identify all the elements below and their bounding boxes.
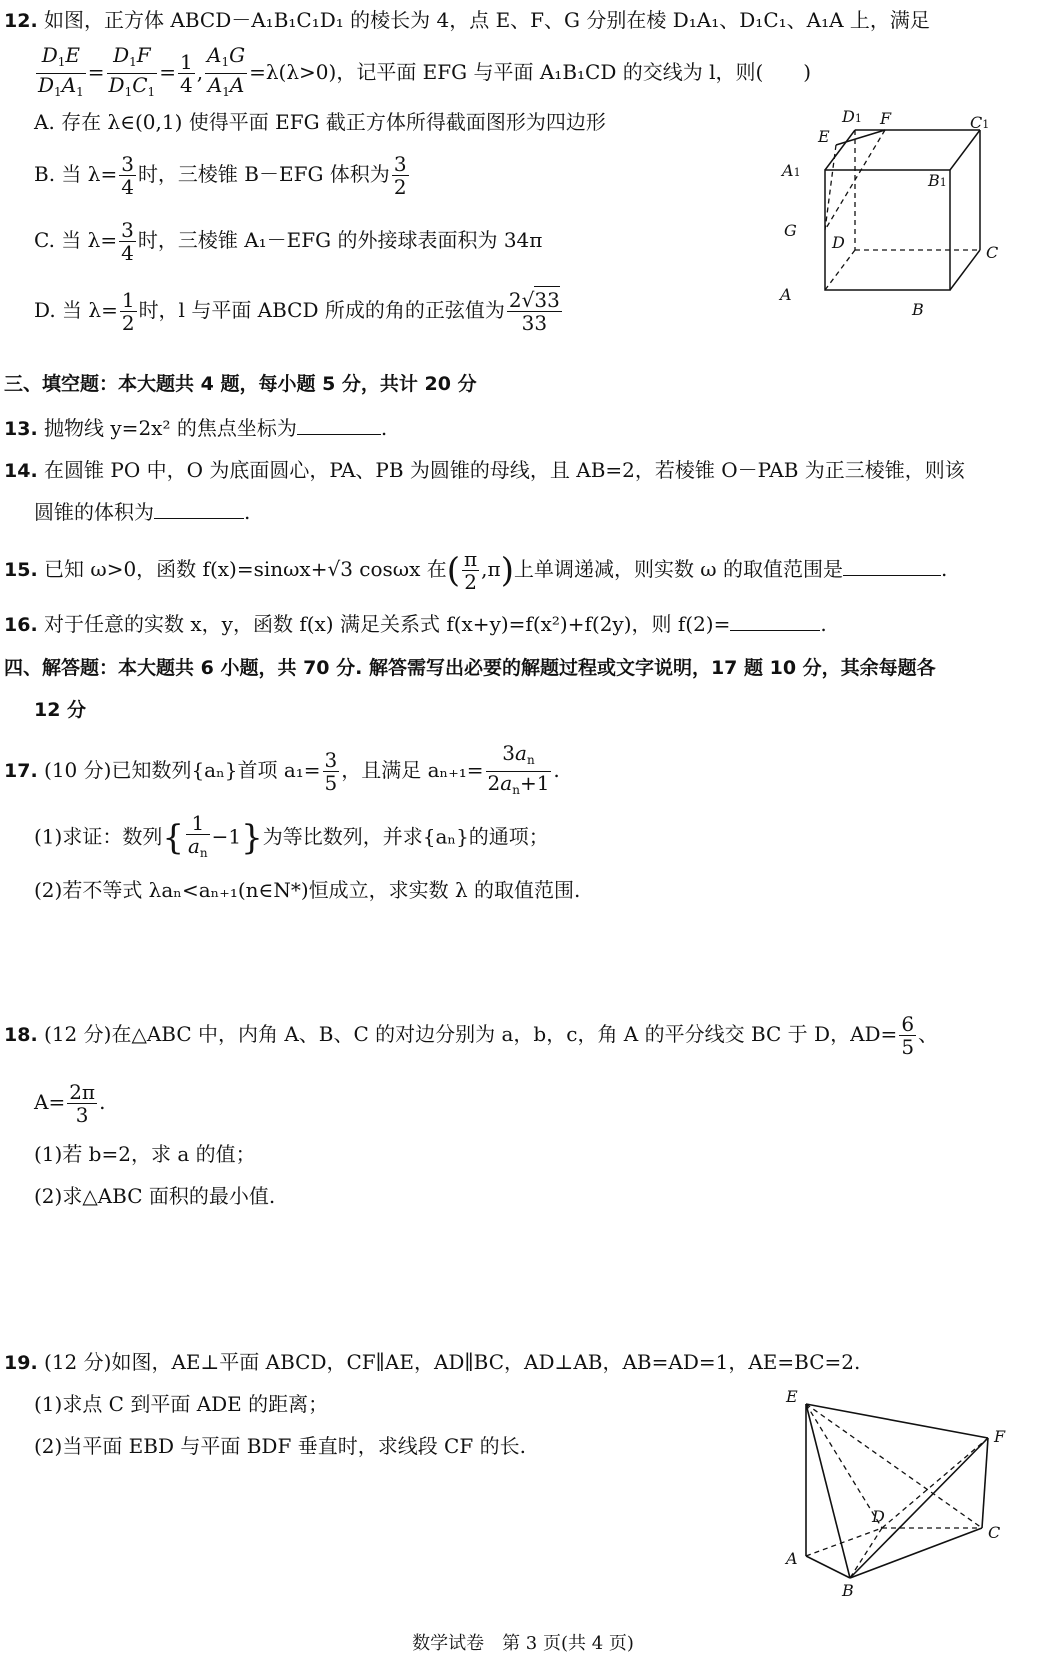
solid-label-d: D <box>872 1507 885 1526</box>
q15-text-pre: 已知 ω>0，函数 f(x)=sinωx+√3 cosωx 在 <box>44 557 447 581</box>
cube-label-b1: B1 <box>928 171 947 190</box>
q12-option-b-mid: 时，三棱锥 B－EFG 体积为 <box>137 162 390 186</box>
cube-label-g: G <box>784 221 797 240</box>
q12-option-c <box>34 218 542 264</box>
q19-part1: (1)求点 C 到平面 ADE 的距离； <box>34 1392 329 1416</box>
q16 <box>4 610 827 639</box>
q17-text-mid: ，且满足 aₙ₊₁= <box>341 758 484 782</box>
q15-end: . <box>940 557 948 581</box>
q15-answer-blank[interactable] <box>843 557 941 576</box>
q12-option-d-value: $\frac{2√33}{33}$ <box>508 288 560 335</box>
cube-label-a1: A1 <box>782 161 801 180</box>
q17-part1-pre: (1)求证：数列 <box>34 824 163 849</box>
q18-part1: (1)若 b=2，求 a 的值； <box>34 1142 256 1166</box>
solid-label-a: A <box>786 1549 798 1568</box>
q12-line2: $\frac{D_1E}{D_1A_1}$ = $\frac{D_1F}{D_1C_1}$ = $\frac{1}{4}$ , $\frac{A_1G}{A_1A}$ =λ(λ>0)，记平面 EFG 与平面 A₁B₁CD 的交线为 l，则( ) <box>34 44 811 103</box>
q17-number: 17. <box>4 760 38 782</box>
q17-frac-recurrence: $\frac{3a_n}{2a_n+1}$ <box>487 741 550 797</box>
q15-number: 15. <box>4 559 38 581</box>
q19-text: (12 分)如图，AE⊥平面 ABCD，CF∥AE，AD∥BC，AD⊥AB，AB=AD=1，AE=BC=2. <box>44 1350 861 1374</box>
q15: 15. 已知 ω>0，函数 f(x)=sinωx+√3 cosωx 在( $\frac{\pi}{2}$ ,π)上单调递减，则实数 ω 的取值范围是 . <box>4 547 948 594</box>
solid-figure <box>770 1387 1020 1600</box>
q19-stem <box>4 1348 860 1377</box>
q14-end: . <box>244 500 251 524</box>
q14-answer-blank[interactable] <box>154 500 244 519</box>
q14-line2 <box>34 498 250 526</box>
q14-text-1: 在圆锥 PO 中，O 为底面圆心，PA、PB 为圆锥的母线，且 AB=2，若棱锥 O－PAB 为正三棱锥，则该 <box>44 458 965 482</box>
q12-frac-quarter: $\frac{1}{4}$ <box>179 50 193 97</box>
q12-frac-a1g: $\frac{A_1G}{A_1A}$ <box>207 43 246 99</box>
cube-label-f: F <box>880 109 892 128</box>
q12-option-b-pre: B. 当 λ= <box>34 162 118 186</box>
q15-frac-pi2: $\frac{\pi}{2}$ <box>464 547 478 594</box>
q19-number: 19. <box>4 1352 38 1374</box>
q18-angle <box>34 1078 105 1126</box>
q14-line1 <box>4 456 965 485</box>
q12-option-b <box>34 152 411 198</box>
q13-answer-blank[interactable] <box>297 416 381 435</box>
q17-part2: (2)若不等式 λaₙ<aₙ₊₁(n∈N*)恒成立，求实数 λ 的取值范围. <box>34 878 581 902</box>
q18-stem <box>4 1010 938 1059</box>
cube-figure <box>780 107 1050 325</box>
q12-line1 <box>4 6 930 35</box>
q18-tail: 、 <box>918 1022 939 1046</box>
cube-label-c: C <box>986 243 999 262</box>
q12-option-d <box>34 288 564 334</box>
solid-label-c: C <box>988 1523 1001 1542</box>
q12-option-c-frac: $\frac{3}{4}$ <box>121 218 134 265</box>
q12-option-d-frac: $\frac{1}{2}$ <box>121 288 135 335</box>
q13-number: 13. <box>4 418 38 440</box>
q18-frac-angle: $\frac{2\pi}{3}$ <box>69 1080 96 1127</box>
q14-number: 14. <box>4 460 38 482</box>
q12-option-c-pre: C. 当 λ= <box>34 228 118 252</box>
q16-number: 16. <box>4 614 38 636</box>
q17-frac-a1: $\frac{3}{5}$ <box>324 748 338 795</box>
q13-text: 抛物线 y=2x² 的焦点坐标为 <box>44 416 297 440</box>
q12-frac-d1e: $\frac{D_1E}{D_1A_1}$ <box>38 43 84 99</box>
q18-part2: (2)求△ABC 面积的最小值. <box>34 1184 276 1208</box>
q18-angle-end: . <box>99 1090 106 1114</box>
q16-answer-blank[interactable] <box>730 612 820 631</box>
q18-number: 18. <box>4 1024 38 1046</box>
q12-option-b-frac: $\frac{3}{4}$ <box>121 152 134 199</box>
q18-frac-ad: $\frac{6}{5}$ <box>901 1012 915 1059</box>
q15-text-post: 上单调递减，则实数 ω 的取值范围是 <box>513 557 843 581</box>
section-3-heading: 三、填空题：本大题共 4 题，每小题 5 分，共计 20 分 <box>4 373 477 395</box>
cube-label-a: A <box>780 285 792 304</box>
cube-label-d1: D1 <box>842 107 862 126</box>
q12-option-d-pre: D. 当 λ= <box>34 298 118 322</box>
q12-option-b-vol: $\frac{3}{2}$ <box>393 152 407 199</box>
q12-stem-2: ，记平面 EFG 与平面 A₁B₁CD 的交线为 l，则( ) <box>336 60 812 84</box>
q14-text-2: 圆锥的体积为 <box>34 500 154 524</box>
cube-label-e: E <box>818 127 830 146</box>
cube-label-c1: C1 <box>970 113 990 132</box>
section-4-heading-2: 12 分 <box>34 699 87 721</box>
q17-stem <box>4 742 560 801</box>
cube-label-b: B <box>912 300 924 319</box>
q18-angle-pre: A= <box>34 1090 66 1114</box>
section-4-heading-1: 四、解答题：本大题共 6 小题，共 70 分. 解答需写出必要的解题过程或文字说明，17 题 10 分，其余每题各 <box>4 657 936 679</box>
q17-end: . <box>553 758 560 782</box>
q13 <box>4 414 387 443</box>
q17-part1-post: 为等比数列，并求{aₙ}的通项； <box>262 824 549 849</box>
solid-label-f: F <box>994 1427 1006 1446</box>
page-footer: 数学试卷 第 3 页(共 4 页) <box>412 1633 634 1654</box>
cube-label-d: D <box>832 233 845 252</box>
q12-number: 12. <box>4 10 38 32</box>
q18-text: (12 分)在△ABC 中，内角 A、B、C 的对边分别为 a，b，c，角 A 的平分线交 BC 于 D，AD= <box>44 1022 898 1046</box>
q16-text: 对于任意的实数 x，y，函数 f(x) 满足关系式 f(x+y)=f(x²)+f(2y)，则 f(2)= <box>44 612 731 636</box>
q17-text-pre: (10 分)已知数列{aₙ}首项 a₁= <box>44 758 321 782</box>
q12-frac-d1f: $\frac{D_1F}{D_1C_1}$ <box>108 43 156 99</box>
solid-label-e: E <box>786 1387 798 1406</box>
q17-frac-inverse: $\frac{1}{a_n}$ <box>187 811 208 860</box>
q12-option-a: A. 存在 λ∈(0,1) 使得平面 EFG 截正方体所得截面图形为四边形 <box>34 110 606 134</box>
q19-part2: (2)当平面 EBD 与平面 BDF 垂直时，求线段 CF 的长. <box>34 1434 526 1458</box>
q17-part1: (1)求证：数列{ $\frac{1}{a_n}$ −1}为等比数列，并求{aₙ}的通项； <box>34 812 549 864</box>
q13-end: . <box>380 416 388 440</box>
q12-option-c-mid: 时，三棱锥 A₁－EFG 的外接球表面积为 34π <box>137 228 543 252</box>
q16-end: . <box>820 612 827 636</box>
q12-stem-1: 如图，正方体 ABCD－A₁B₁C₁D₁ 的棱长为 4，点 E、F、G 分别在棱 D₁A₁、D₁C₁、A₁A 上，满足 <box>44 8 930 32</box>
q12-option-d-mid: 时，l 与平面 ABCD 所成的角的正弦值为 <box>138 298 505 322</box>
solid-label-b: B <box>842 1581 854 1600</box>
